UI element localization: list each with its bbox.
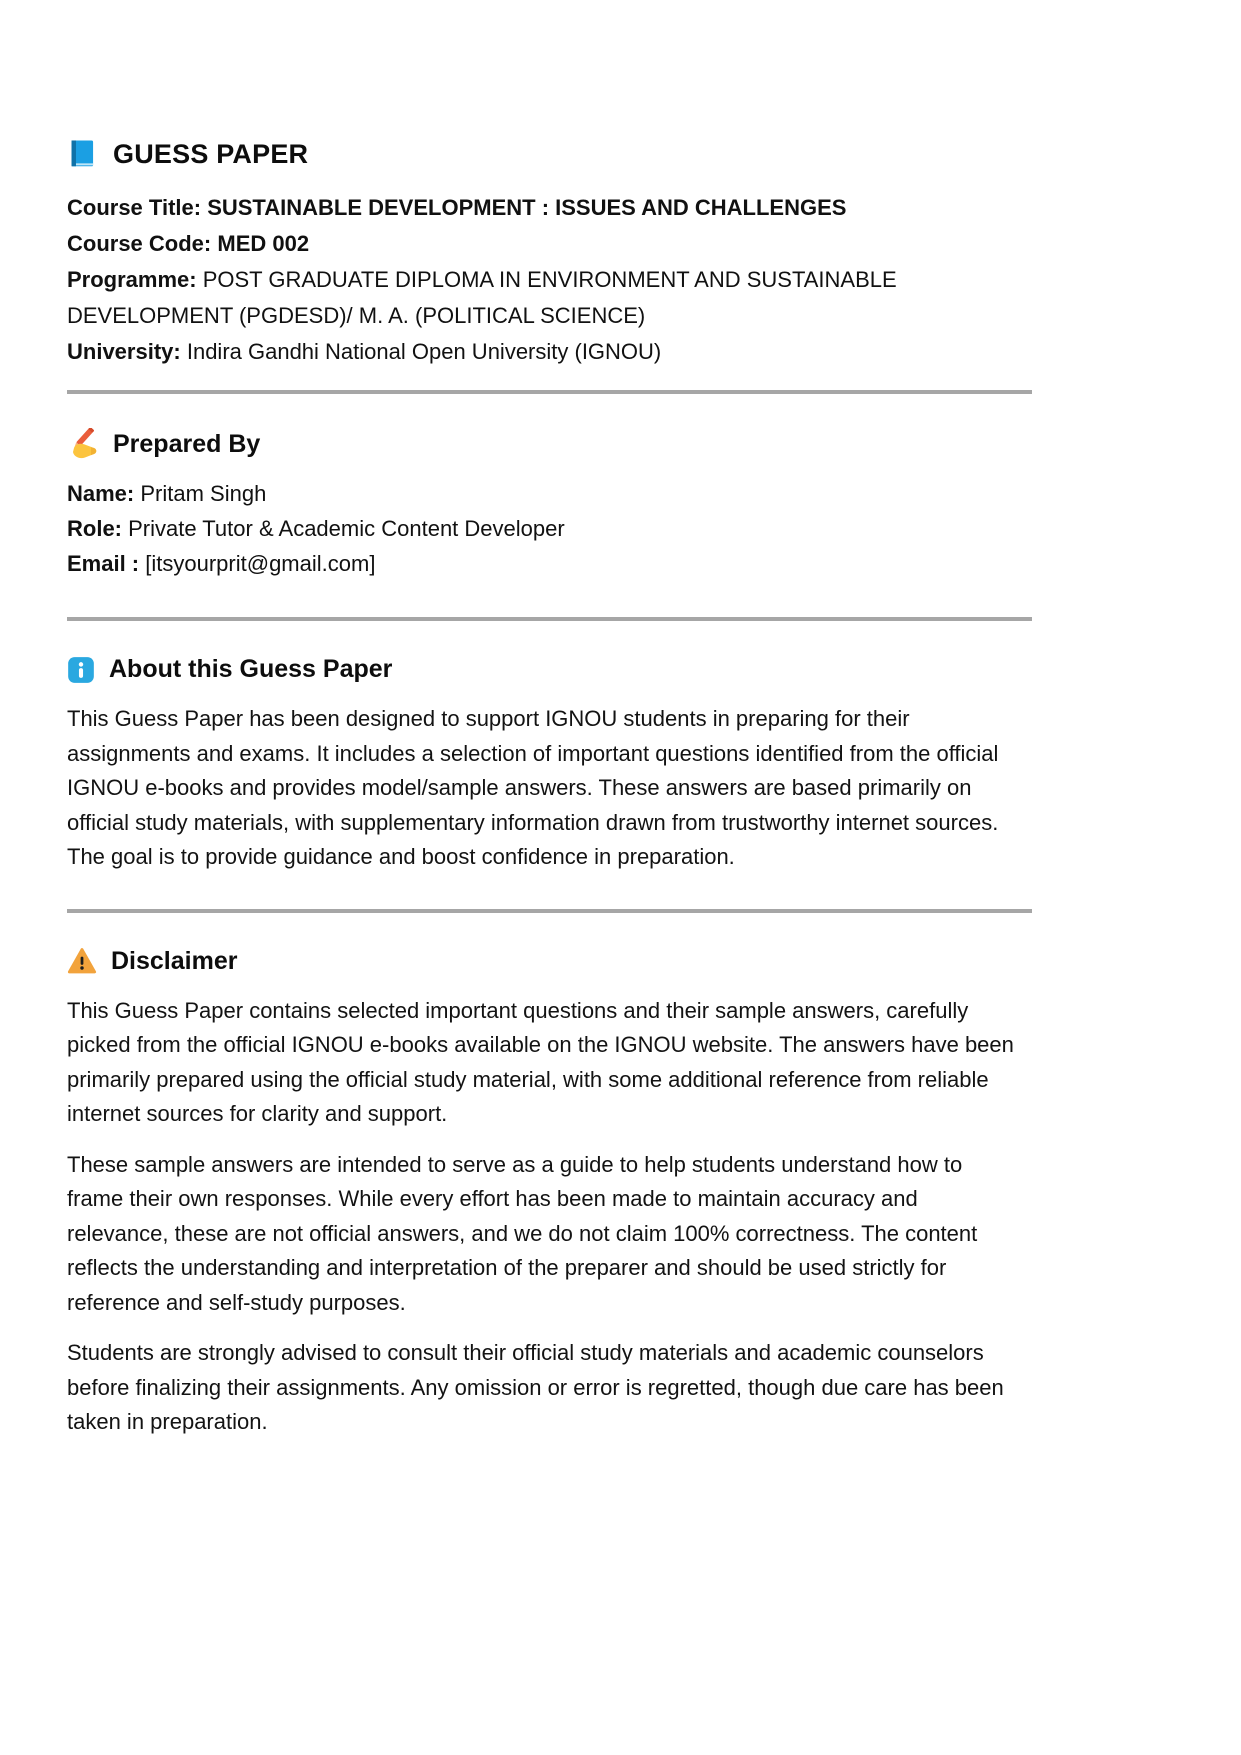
university-line — [67, 334, 1019, 370]
about-section — [67, 655, 1019, 875]
disclaimer-heading-label: Disclaimer — [111, 946, 238, 975]
divider — [67, 617, 1032, 621]
divider — [67, 390, 1032, 394]
role-field — [67, 511, 1019, 546]
page-title: GUESS PAPER — [113, 138, 309, 169]
info-icon — [67, 656, 95, 684]
course-code-label: Course Code: — [67, 231, 212, 256]
document-content — [67, 138, 1019, 1440]
disclaimer-paragraph-3: Students are strongly advised to consult their official study materials and academic counselors before finalizing their assignments. Any omission or error is regretted, though due care has been taken in preparation. — [67, 1340, 1004, 1434]
writing-hand-icon — [67, 428, 99, 460]
course-code-value: MED 002 — [217, 231, 310, 256]
about-paragraph: This Guess Paper has been designed to support IGNOU students in preparing for their assignments and exams. It includes a selection of important questions identified from the official IGNOU e-books and provides model/sample answers. These answers are based primarily on official study materials, with supplementary information drawn from trustworthy internet sources. The goal is to provide guidance and boost confidence in preparation. — [67, 706, 999, 869]
book-icon — [67, 138, 97, 170]
prepared-by-fields — [67, 476, 1019, 581]
role-label: Role: — [67, 516, 122, 541]
prepared-by-heading — [67, 428, 1019, 460]
course-code-line — [67, 226, 1019, 262]
university-label: University: — [67, 339, 181, 364]
email-field — [67, 546, 1019, 581]
role-value: Private Tutor & Academic Content Developer — [128, 516, 565, 541]
disclaimer-paragraph-2: These sample answers are intended to serve as a guide to help students understand how to frame their own responses. While every effort has been made to maintain accuracy and relevance, these are not official answers, and we do not claim 100% correctness. The content reflects the understanding and interpretation of the preparer and should be used strictly for reference and self-study purposes. — [67, 1151, 978, 1315]
name-value: Pritam Singh — [140, 481, 267, 506]
programme-label: Programme: — [67, 267, 197, 292]
email-value: [itsyourprit@gmail.com] — [145, 551, 376, 576]
email-label: Email : — [67, 551, 140, 576]
course-info-section — [67, 190, 1019, 370]
disclaimer-heading — [67, 947, 1019, 976]
name-field — [67, 476, 1019, 511]
university-value: Indira Gandhi National Open University (IGNOU) — [186, 339, 662, 364]
disclaimer-paragraph-1: This Guess Paper contains selected important questions and their sample answers, carefully picked from the official IGNOU e-books available on the IGNOU website. The answers have been primarily prepared using the official study material, with some additional reference from reliable internet sources for clarity and support. — [67, 997, 1014, 1126]
prepared-by-section — [67, 428, 1019, 581]
course-title-label: Course Title: — [67, 195, 202, 220]
prepared-by-heading-label: Prepared By — [113, 429, 261, 458]
document-header — [67, 138, 1019, 170]
programme-line — [67, 262, 1019, 334]
programme-value: POST GRADUATE DIPLOMA IN ENVIRONMENT AND SUSTAINABLE DEVELOPMENT (PGDESD)/ M. A. (POLITICAL SCIENCE) — [67, 267, 897, 328]
disclaimer-section — [67, 947, 1019, 1440]
about-heading — [67, 655, 1019, 684]
course-title-line — [67, 190, 1019, 226]
name-label: Name: — [67, 481, 135, 506]
divider — [67, 909, 1032, 913]
course-title-value: SUSTAINABLE DEVELOPMENT : ISSUES AND CHALLENGES — [207, 195, 847, 220]
about-heading-label: About this Guess Paper — [109, 655, 393, 683]
warning-icon — [67, 947, 97, 975]
